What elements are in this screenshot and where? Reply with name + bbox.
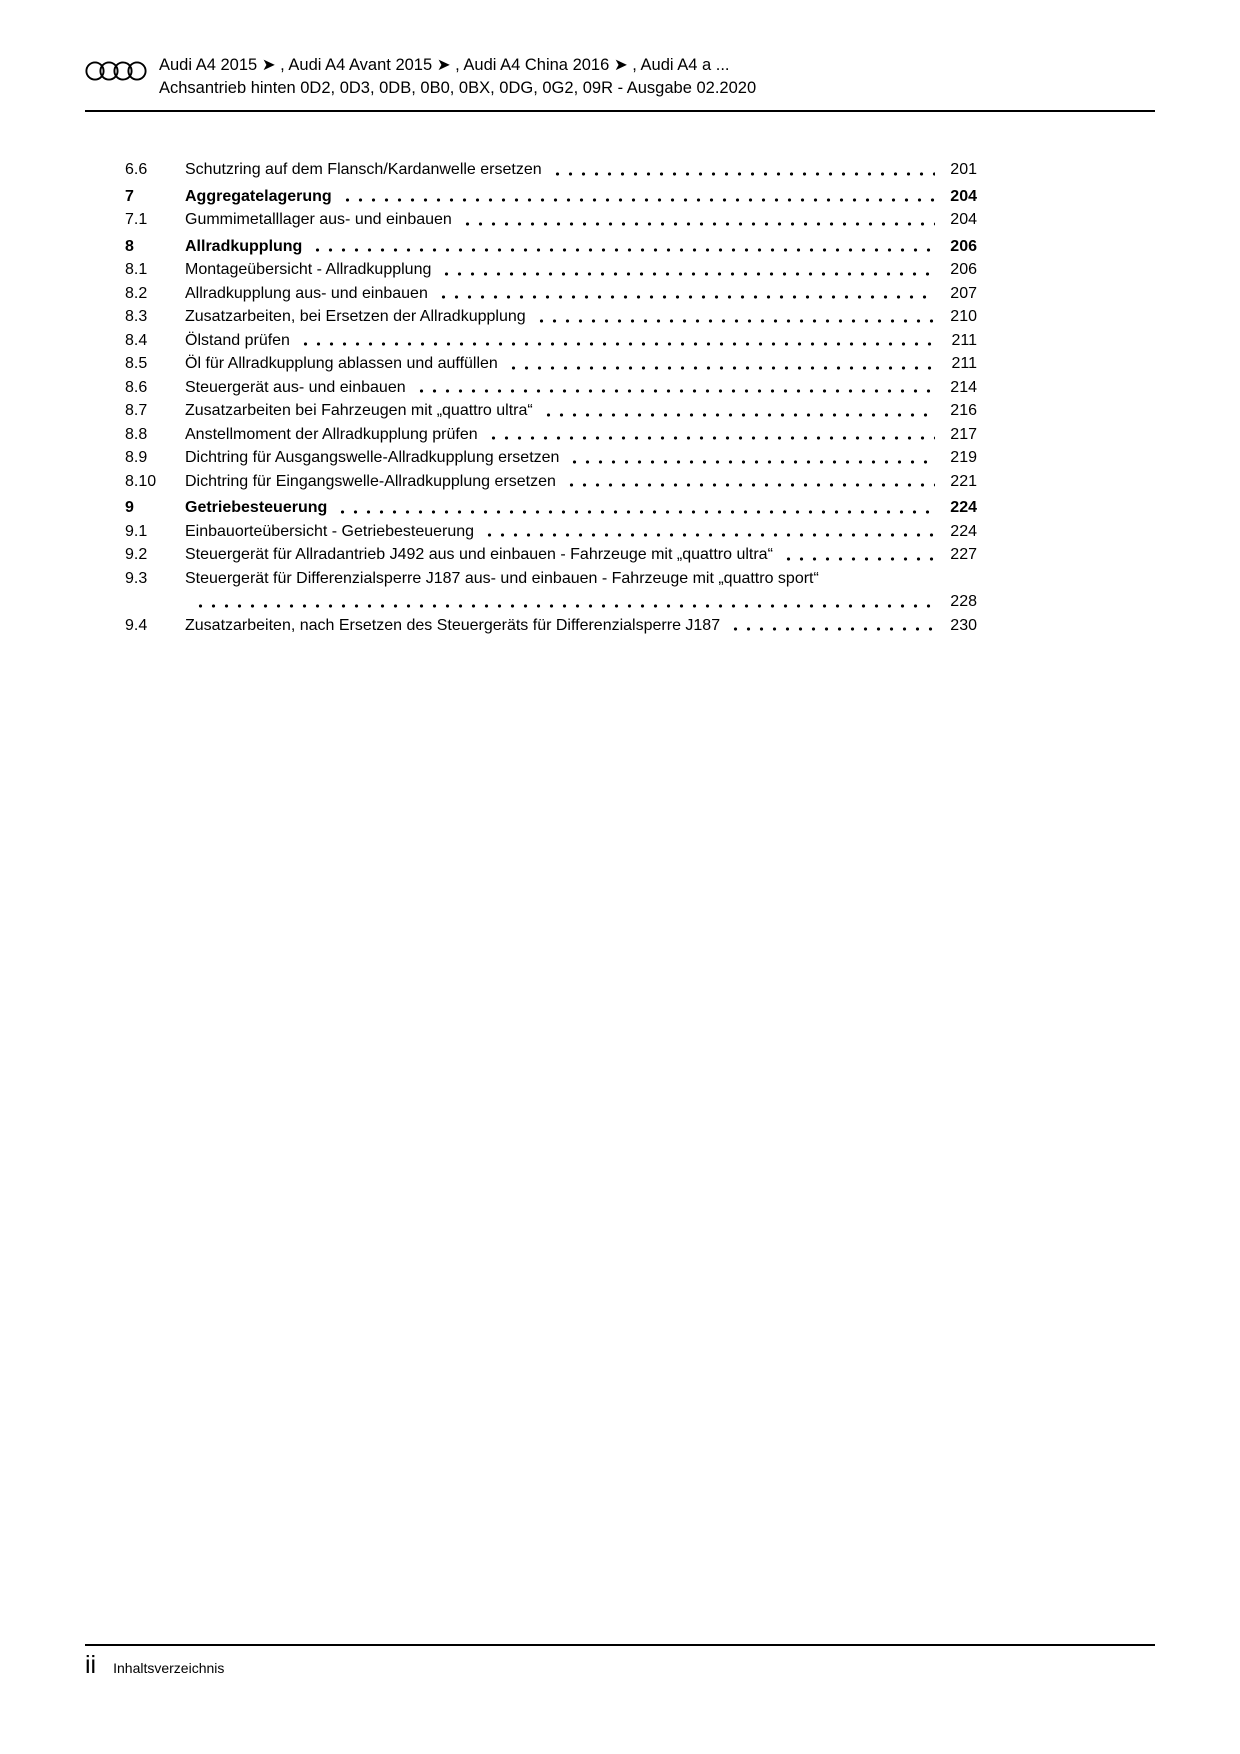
- toc-entry-page: 201: [950, 161, 977, 178]
- dot-leader: [487, 423, 935, 447]
- dot-leader: [483, 520, 935, 544]
- toc-entry-number: 9: [125, 499, 134, 516]
- dot-leader: [415, 376, 935, 400]
- toc-entry-content: [185, 282, 977, 306]
- dot-leader: [336, 496, 935, 520]
- toc-entry-page: 216: [950, 402, 977, 419]
- toc-entry-content: [185, 158, 977, 182]
- dot-leader: [437, 282, 935, 306]
- toc-entry-number: 8.5: [125, 355, 148, 372]
- toc-entry-title: Steuergerät für Differenzialsperre J187 aus- und einbauen - Fahrzeuge mit „quattro sport“: [185, 569, 819, 587]
- dot-leader: [194, 590, 935, 614]
- dot-leader: [535, 305, 935, 329]
- toc-row: [125, 235, 977, 259]
- page-header: [85, 54, 1155, 100]
- toc-entry-content: [185, 496, 977, 520]
- toc-entry-content: [185, 543, 977, 567]
- toc-entry-number: 7: [125, 187, 134, 205]
- toc-entry-number: 8.6: [125, 378, 148, 396]
- footer-page-number: ii: [85, 1651, 97, 1679]
- toc-entry-page: 227: [950, 546, 977, 563]
- toc-row: [125, 470, 977, 494]
- toc-row: [125, 208, 977, 232]
- toc-entry-page: 230: [950, 616, 977, 634]
- toc-entry-page: 214: [950, 378, 977, 396]
- toc-row: [125, 376, 977, 400]
- toc-row: [125, 399, 977, 423]
- toc-row: [125, 185, 977, 209]
- toc-row: [125, 158, 977, 182]
- toc-entry-title: Gummimetalllager aus- und einbauen: [185, 211, 452, 228]
- toc-entry-content: [185, 352, 977, 376]
- toc-entry-title: Anstellmoment der Allradkupplung prüfen: [185, 425, 478, 443]
- dot-leader: [507, 352, 935, 376]
- toc-entry-content: [185, 446, 977, 470]
- toc-entry-title: Ölstand prüfen: [185, 331, 290, 349]
- toc-row: [125, 258, 977, 282]
- dot-leader: [461, 208, 935, 232]
- toc-entry-page: 210: [950, 308, 977, 325]
- dot-leader: [440, 258, 935, 282]
- toc-entry-title: Montageübersicht - Allradkupplung: [185, 261, 432, 278]
- toc-entry-page: 224: [950, 499, 977, 516]
- toc-entry-number: 8.7: [125, 402, 148, 419]
- toc-entry-content: [185, 376, 977, 400]
- toc-entry-title: Aggregatelagerung: [185, 187, 332, 205]
- dot-leader: [341, 185, 935, 209]
- toc-entry-number: 9.1: [125, 522, 148, 540]
- toc-entry-page: 228: [950, 593, 977, 610]
- toc-entry-content: [185, 399, 977, 423]
- toc-entry-page: 204: [950, 187, 977, 205]
- toc-entry-content: [185, 520, 977, 544]
- header-text: [159, 54, 756, 100]
- toc-entry-title: Zusatzarbeiten, bei Ersetzen der Allradkupplung: [185, 308, 526, 325]
- dot-leader: [782, 543, 935, 567]
- toc-entry-number: 9.2: [125, 546, 148, 563]
- toc-entry-number: 6.6: [125, 161, 148, 178]
- toc-entry-title: Steuergerät für Allradantrieb J492 aus und einbauen - Fahrzeuge mit „quattro ultra“: [185, 546, 773, 563]
- toc-entry-number: 8.2: [125, 284, 148, 302]
- toc-entry-content: [185, 305, 977, 329]
- toc-entry-content: [185, 208, 977, 232]
- toc-entry-page: 211: [951, 355, 977, 372]
- toc-entry-number: 9.4: [125, 616, 148, 634]
- toc-row: [125, 496, 977, 520]
- header-divider: [85, 110, 1155, 112]
- toc-row: [125, 329, 977, 353]
- toc-entry-title: Schutzring auf dem Flansch/Kardanwelle ersetzen: [185, 161, 542, 178]
- toc-entry-content: [185, 614, 977, 638]
- dot-leader: [311, 235, 935, 259]
- toc-row: [125, 423, 977, 447]
- toc-entry-page: 204: [950, 211, 977, 228]
- toc-entry-title: Getriebesteuerung: [185, 499, 328, 516]
- toc-entry-content: [185, 423, 977, 447]
- toc-entry-content: [185, 329, 977, 353]
- toc-entry-title: Allradkupplung: [185, 237, 303, 255]
- dot-leader: [299, 329, 935, 353]
- toc-entry-content: [185, 235, 977, 259]
- toc-row: [125, 520, 977, 544]
- toc-row: [125, 352, 977, 376]
- toc-row: [125, 543, 977, 567]
- toc-entry-number: 8.9: [125, 449, 148, 466]
- dot-leader: [551, 158, 935, 182]
- dot-leader: [542, 399, 935, 423]
- toc-entry-title: Einbauorteübersicht - Getriebesteuerung: [185, 522, 475, 540]
- toc-row: [125, 282, 977, 306]
- header-edition-line: Achsantrieb hinten 0D2, 0D3, 0DB, 0B0, 0BX, 0DG, 0G2, 09R - Ausgabe 02.2020: [159, 79, 757, 97]
- toc-entry-title: Zusatzarbeiten, nach Ersetzen des Steuergeräts für Differenzialsperre J187: [185, 616, 721, 634]
- toc-entry-number: 8.3: [125, 308, 148, 325]
- toc-entry-number: 8.8: [125, 425, 148, 443]
- toc-entry-number: 8.1: [125, 261, 148, 278]
- dot-leader: [729, 614, 935, 638]
- page-footer: [85, 1650, 224, 1680]
- toc-entry-title: Dichtring für Ausgangswelle-Allradkupplung ersetzen: [185, 449, 560, 466]
- toc-entry-number: 8.4: [125, 331, 148, 349]
- dot-leader: [565, 470, 935, 494]
- footer-divider: [85, 1644, 1155, 1646]
- toc-entry-page: 211: [951, 331, 977, 349]
- toc-entry-title: Zusatzarbeiten bei Fahrzeugen mit „quattro ultra“: [185, 402, 533, 419]
- toc-entry-page: 217: [950, 425, 977, 443]
- toc-entry-content: [185, 567, 977, 614]
- toc-entry-content: [185, 470, 977, 494]
- toc-entry-page: 206: [950, 237, 977, 255]
- toc-entry-page: 221: [950, 472, 977, 490]
- dot-leader: [568, 446, 935, 470]
- toc-entry-title: Allradkupplung aus- und einbauen: [185, 284, 428, 302]
- toc-entry-page: 207: [950, 284, 977, 302]
- toc-entry-content: [185, 258, 977, 282]
- toc-list: [125, 158, 977, 637]
- toc-entry-page: 206: [950, 261, 977, 278]
- header-models-line: Audi A4 2015 ➤ , Audi A4 Avant 2015 ➤ , Audi A4 China 2016 ➤ , Audi A4 a ...: [159, 56, 730, 74]
- toc-entry-number: 8.10: [125, 472, 157, 490]
- toc-entry-title: Öl für Allradkupplung ablassen und auffüllen: [185, 355, 498, 372]
- toc-row: [125, 567, 977, 614]
- toc-entry-number: 9.3: [125, 569, 148, 587]
- toc-entry-title: Steuergerät aus- und einbauen: [185, 378, 406, 396]
- toc-entry-title: Dichtring für Eingangswelle-Allradkupplung ersetzen: [185, 472, 556, 490]
- toc-entry-content: [185, 185, 977, 209]
- toc-entry-page: 219: [950, 449, 977, 466]
- footer-section-label: Inhaltsverzeichnis: [113, 1660, 225, 1676]
- toc-row: [125, 614, 977, 638]
- toc-entry-number: 8: [125, 237, 134, 255]
- toc-row: [125, 305, 977, 329]
- toc-entry-page: 224: [950, 522, 977, 540]
- toc-entry-number: 7.1: [125, 211, 148, 228]
- toc-row: [125, 446, 977, 470]
- audi-rings-icon: [85, 60, 147, 87]
